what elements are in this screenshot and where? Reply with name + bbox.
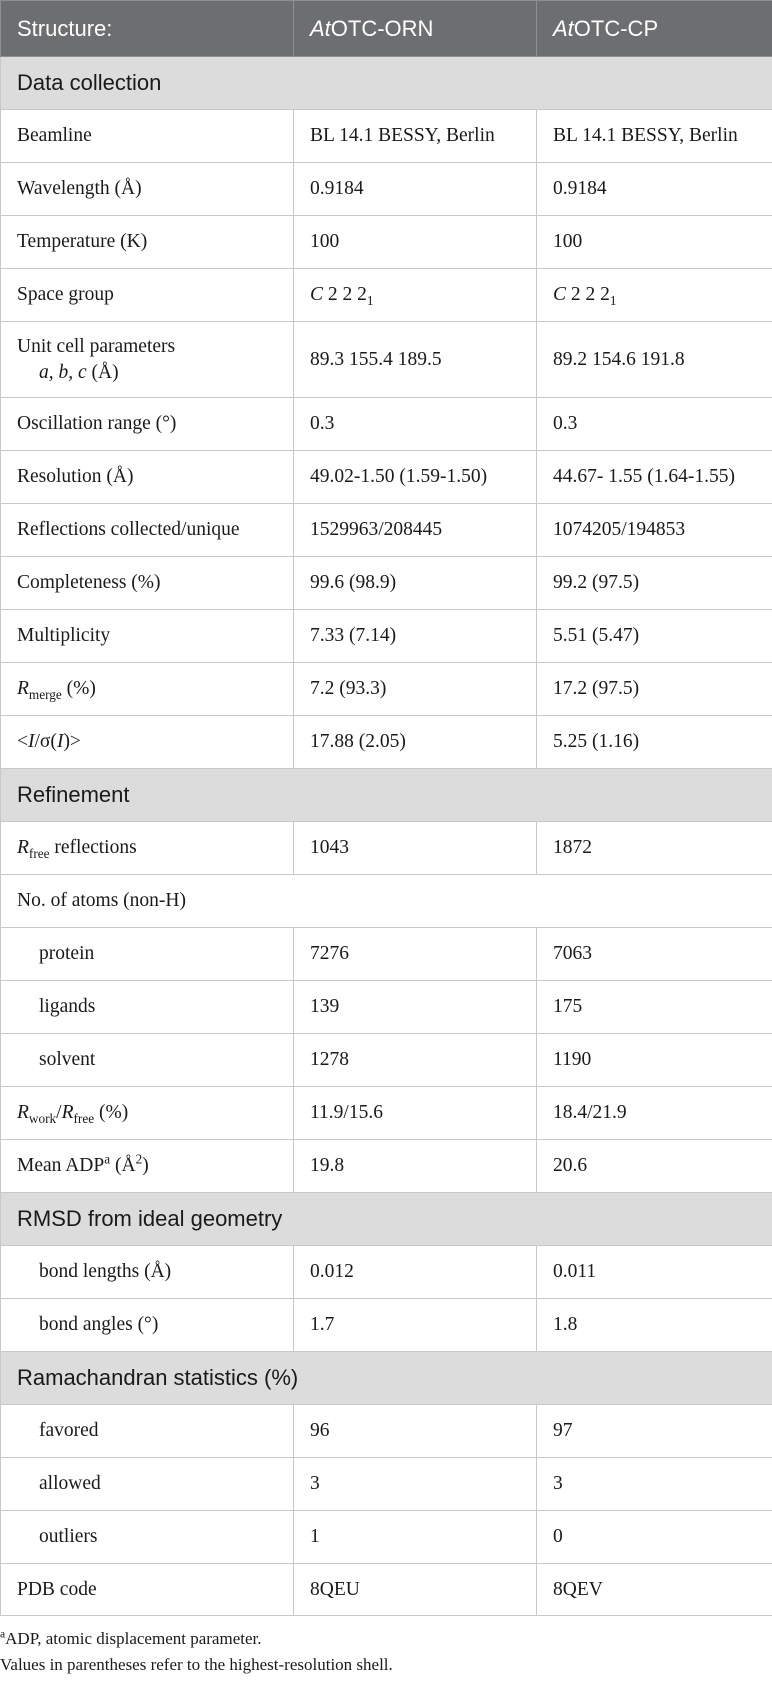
table-row-solvent: solvent 1278 1190: [1, 1034, 772, 1087]
table-row-reflections: Reflections collected/unique 1529963/208445 1074205/194853: [1, 504, 772, 557]
header-atotc-orn: AtOTC-ORN: [294, 1, 537, 57]
table-row-space-group: Space group C 2 2 $2_1$ C 2 2 $2_1$: [1, 269, 772, 322]
table-row-multiplicity: Multiplicity 7.33 (7.14) 5.51 (5.47): [1, 610, 772, 663]
footnote-adp: $^a$ADP, atomic displacement parameter.: [0, 1627, 262, 1648]
section-refinement: Refinement: [1, 769, 772, 822]
table-row-mean-adp: Mean ADP$^a$ $(Å^2)$ 19.8 20.6: [1, 1140, 772, 1193]
section-ramachandran: Ramachandran statistics (%): [1, 1352, 772, 1405]
table-row-completeness: Completeness (%) 99.6 (98.9) 99.2 (97.5): [1, 557, 772, 610]
table-header-row: [1, 1, 772, 57]
table-row-oscillation: Oscillation range (°) 0.3 0.3: [1, 398, 772, 451]
table-row-allowed: allowed 3 3: [1, 1458, 772, 1511]
footnote-parentheses: Values in parentheses refer to the highest-resolution shell.: [0, 1655, 393, 1674]
table-row-resolution: Resolution (Å) 49.02-1.50 (1.59-1.50) 44.67- 1.55 (1.64-1.55): [1, 451, 772, 504]
table-row-favored: favored 96 97: [1, 1405, 772, 1458]
table-row-ligands: ligands 139 175: [1, 981, 772, 1034]
table-footnotes: [0, 1616, 772, 1678]
table-row-beamline: Beamline BL 14.1 BESSY, Berlin BL 14.1 BESSY, Berlin: [1, 110, 772, 163]
table-row-atoms: No. of atoms (non-H): [1, 875, 772, 928]
table-row-protein: protein 7276 7063: [1, 928, 772, 981]
table-row-wavelength: Wavelength (Å) 0.9184 0.9184: [1, 163, 772, 216]
table-row-bond-lengths: bond lengths (Å) 0.012 0.011: [1, 1246, 772, 1299]
table-row-temperature: Temperature (K) 100 100: [1, 216, 772, 269]
table-row-i-sigma: <I/σ(I)> 17.88 (2.05) 5.25 (1.16): [1, 716, 772, 769]
table-row-bond-angles: bond angles (°) 1.7 1.8: [1, 1299, 772, 1352]
table-row-unit-cell: Unit cell parameters a, b, c (Å) 89.3 155.4 189.5 89.2 154.6 191.8: [1, 322, 772, 398]
table-row-rwork-rfree: $R_{work}/R_{free}$ (%) 11.9/15.6 18.4/21.9: [1, 1087, 772, 1140]
section-rmsd: RMSD from ideal geometry: [1, 1193, 772, 1246]
section-data-collection: Data collection: [1, 57, 772, 110]
table-row-rfree-reflections: $R_{free}$ reflections 1043 1872: [1, 822, 772, 875]
table-row-outliers: outliers 1 0: [1, 1511, 772, 1564]
table-row-pdb-code: PDB code 8QEU 8QEV: [1, 1564, 772, 1616]
table-row-rmerge: $R_{merge}$ (%) 7.2 (93.3) 17.2 (97.5): [1, 663, 772, 716]
header-structure: Structure:: [1, 1, 294, 57]
header-atotc-cp: AtOTC-CP: [537, 1, 772, 57]
